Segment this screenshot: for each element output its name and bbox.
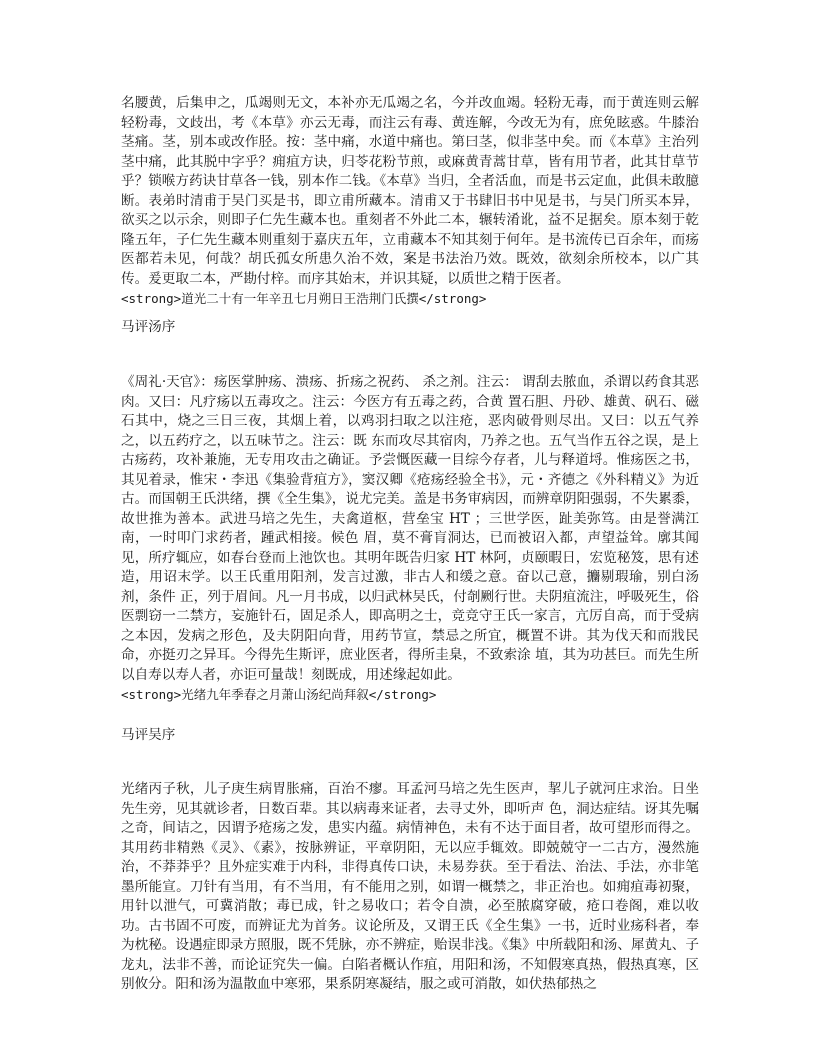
paragraph-tang-body: 《周礼·天官》：疡医掌肿疡、溃疡、折疡之祝药、 杀之剂。注云： 谓刮去脓血，杀谓以药食其恶肉。又曰：凡疗疡以五毒攻之。注云：今医方有五毒之药，合黄 置石胆、丹砂、雄黄、矾石、磁石其中，烧之三日三夜，其烟上着，以鸡羽扫取之以注疮，恶肉破骨则尽出。又曰：以五气养之，以五药疗之，以五味节之。注云：既 东而攻尽其宿肉，乃养之也。五气当作五谷之误，是上古疡药，攻补兼施，无专用攻击之确证。予尝慨医藏一目综今存者，儿与释道埒。惟疡医之书，其见着录，惟宋・李迅《集验背疽方》，窦汉卿《疮疡经验全书》，元・齐德之《外科精义》为近古。而国朝王氏洪绪，撰《全生集》，说尤完美。盖是书务审病因，而辨章阴阳强弱，不失累黍，故世推为善本。武进马培之先生，夫禽道枢，营垒宝 HT ；三世学医，趾美弥笃。由是誉满江南，一时叩门求药者，踵武相接。候色 眉，莫不膏肓洞达，已而被诏入都，声望益耸。廓其闻见，所疗辄应，如春台登而上池饮也。其明年既告归家 HT 林阿，贞颐暇日，宏览秘笈，思有述造，用诏末学。以王氏重用阳剂，发言过激，非古人和缓之意。奋以己意，攟剔瑕瑜，别白汤剂，条件 正，列于眉间。凡一月书成，以归武林吴氏，付剞劂行世。夫阴疽流注，呼吸死生，俗医剽窃一二禁方，妄施针石，固足杀人，即高明之士，竞竞守王氏一家言，亢厉自高，而于受病之本因，发病之形色，及夫阴阳向背，用药节宣，禁忌之所宜，概置不讲。其为伐天和而戕民命，亦挺刃之异耳。今得先生斯评，庶业医者，得所圭臬，不致索涂 埴，其为功甚巨。而先生所以自寿以寿人者，亦讵可量哉！刻既成，用述缘起如此。: [121, 374, 699, 683]
signature-wang: <strong>道光二十有一年辛丑七月朔日王浩荆门氏撰</strong>: [121, 291, 487, 306]
section-wu-preface: [121, 780, 699, 995]
heading-ma-ping-tang-preface: 马评汤序: [121, 319, 176, 335]
section-tang-preface: [121, 373, 699, 705]
signature-tang: <strong>光绪九年季春之月萧山汤纪尚拜叙</strong>: [121, 687, 437, 702]
paragraph-wu-body: 光绪丙子秋，儿子庚生病胃胀痛，百治不瘳。耳孟河马培之先生医声，挈儿子就河庄求治。日坐先生旁，见其就诊者，日数百辈。其以病毒来证者，去寻丈外，即听声 色，洞达症结。讶其先嘱之奇，间诘之，因谓予疮疡之发，患实内蕴。病情神色，未有不达于面目者，故可望形而得之。其用药非精熟《灵》、《素》，按脉辨证，平章阴阳，无以应手辄效。即兢兢守一二古方，漫然施治，不莽莽乎？且外症实难于内科，非得真传口诀，未易券获。至于看法、治法、手法，亦非笔墨所能宣。刀针有当用，有不当用，有不能用之别，如谓一概禁之，非正治也。如痈疽毒初聚，用针以泄气，可冀消散；毒已成，针之易收口；若令自溃，必至脓腐穿破，疮口卷阁，难以收功。古书固不可废，而辨证尤为首务。议论所及，又谓王氏《全生集》一书，近时业疡科者，奉为枕秘。设遇症即录方照服，既不凭脉，亦不辨症，贻误非浅。《集》中所载阳和汤、犀黄丸、子龙丸，法非不善，而论证究失一偏。白陷者概认作疽，用阳和汤，不知假寒真热，假热真寒，区别攸分。阳和汤为温散血中寒邪，果系阴寒凝结，服之或可消散，如伏热郁热之: [121, 781, 699, 992]
heading-ma-ping-wu-preface: 马评吴序: [121, 727, 176, 743]
section-wang-preface: [121, 94, 699, 309]
paragraph-wang-body: 名腰黄，后集申之，瓜竭则无文，本补亦无瓜竭之名，今并改血竭。轻粉无毒，而于黄连则云解轻粉毒，文歧出，考《本草》亦云无毒，而注云有毒、黄连解，今改无为有，庶免眩惑。牛膝治茎痛。茎，别本或改作胫。按：茎中痛，水道中痛也。第曰茎，似非茎中矣。而《本草》主治列茎中痛，此其脱中字乎？痈疽方诀，归苓花粉节煎，或麻黄青蒿甘草，皆有用节者，此其甘草节乎？锁喉方药诀甘草各一钱，别本作二钱。《本草》当归，全者活血，而是书云定血，此俱未敢臆断。表弟时清甫于吴门买是书，即立甫所藏本。清甫又于书肆旧书中见是书，与吴门所买本异，欲买之以示余，则即子仁先生藏本也。重刻者不外此二本，辗转淆讹，益不足据矣。原本刻于乾隆五年，子仁先生藏本则重刻于嘉庆五年，立甫藏本不知其刻于何年。是书流传已百余年，而疡医都若未见，何哉？胡氏孤女所患久治不效，案是书法治乃效。既效，欲刻余所校本，以广其传。爰更取二本，严勘付梓。而序其始末，并识其疑，以质世之精于医者。: [121, 95, 699, 287]
